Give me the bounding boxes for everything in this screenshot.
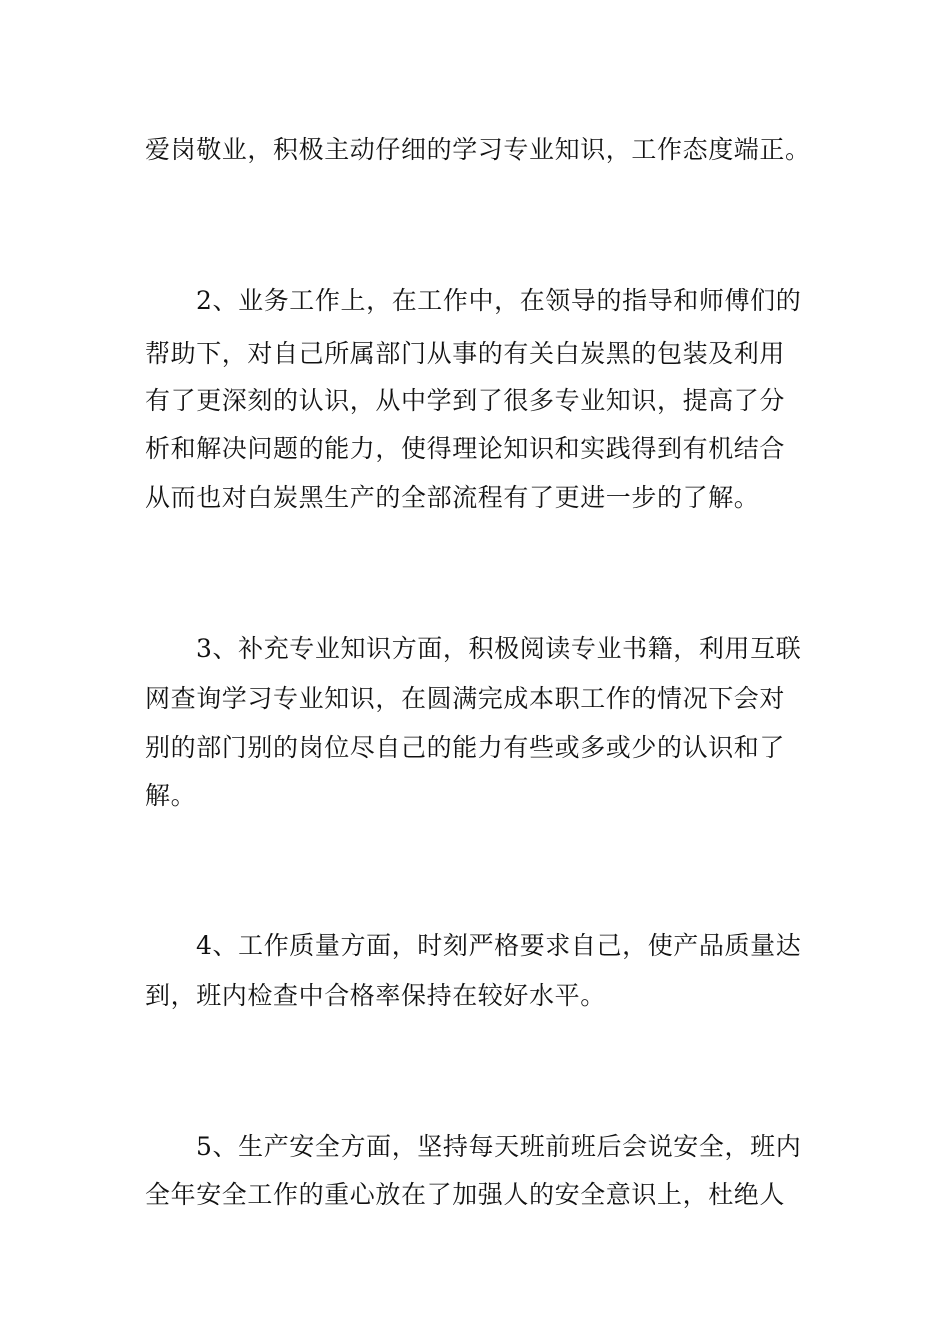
paragraph-2-line-5: 从而也对白炭黑生产的全部流程有了更进一步的了解。 (145, 483, 760, 512)
paragraph-3-line-3: 别的部门别的岗位尽自己的能力有些或多或少的认识和了 (145, 733, 786, 762)
paragraph-4-line-2: 到，班内检查中合格率保持在较好水平。 (145, 981, 606, 1010)
paragraph-1-line-1: 爱岗敬业，积极主动仔细的学习专业知识，工作态度端正。 (145, 135, 811, 164)
paragraph-4-line-1: 4、工作质量方面，时刻严格要求自己，使产品质量达 (196, 931, 802, 960)
paragraph-3-line-4: 解。 (145, 781, 197, 810)
paragraph-2-line-2: 帮助下，对自己所属部门从事的有关白炭黑的包装及利用 (145, 339, 786, 368)
paragraph-5-line-2: 全年安全工作的重心放在了加强人的安全意识上，杜绝人 (145, 1180, 786, 1209)
paragraph-3-line-2: 网查询学习专业知识，在圆满完成本职工作的情况下会对 (145, 684, 786, 713)
paragraph-3-line-1: 3、补充专业知识方面，积极阅读专业书籍，利用互联 (196, 634, 802, 663)
paragraph-5-line-1: 5、生产安全方面，坚持每天班前班后会说安全，班内 (196, 1132, 802, 1161)
paragraph-2-line-4: 析和解决问题的能力，使得理论知识和实践得到有机结合 (145, 434, 786, 463)
paragraph-2-line-3: 有了更深刻的认识，从中学到了很多专业知识，提高了分 (145, 386, 786, 415)
paragraph-2-line-1: 2、业务工作上，在工作中，在领导的指导和师傅们的 (196, 286, 802, 315)
